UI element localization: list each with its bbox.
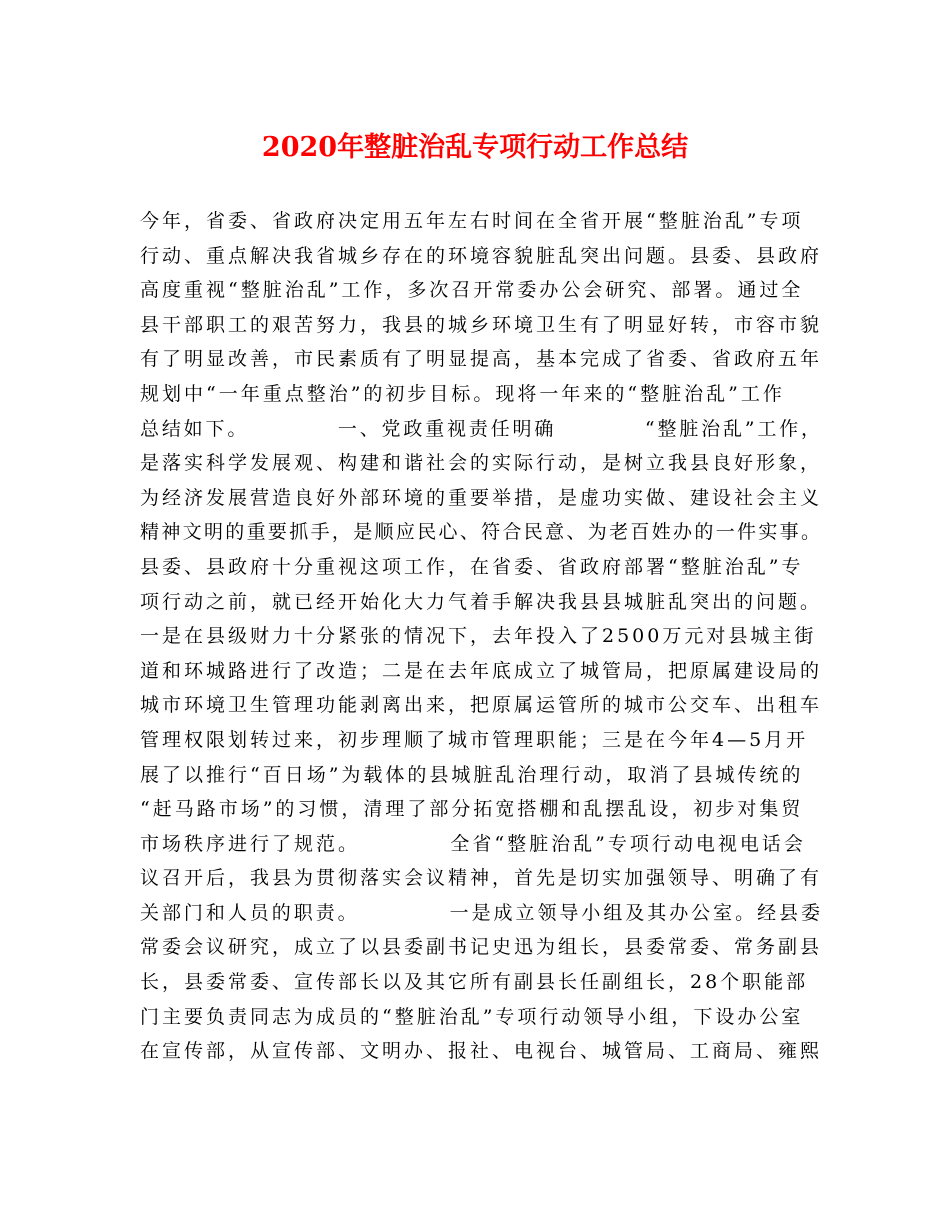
body-line: 一是在县级财力十分紧张的情况下，去年投入了2500万元对县城主街 bbox=[140, 625, 817, 648]
body-line: 市场秩序进行了规范。 全省“整脏治乱”专项行动电视电话会 bbox=[140, 832, 806, 855]
body-line: 县干部职工的艰苦努力，我县的城乡环境卫生有了明显好转，市容市貌 bbox=[140, 313, 823, 336]
body-line: 道和环城路进行了改造；二是在去年底成立了城管局，把原属建设局的 bbox=[140, 659, 823, 682]
body-line: 关部门和人员的职责。 一是成立领导小组及其办公室。经县委 bbox=[140, 901, 823, 924]
body-line: 规划中“一年重点整治”的初步目标。现将一年来的“整脏治乱”工作 bbox=[140, 382, 785, 405]
body-line: 展了以推行“百日场”为载体的县城脏乱治理行动，取消了县城传统的 bbox=[140, 763, 804, 786]
body-line: 在宣传部，从宣传部、文明办、报社、电视台、城管局、工商局、雍熙 bbox=[140, 1040, 823, 1063]
body-line: 门主要负责同志为成员的“整脏治乱”专项行动领导小组，下设办公室 bbox=[140, 1005, 804, 1028]
body-line: 是落实科学发展观、构建和谐社会的实际行动，是树立我县良好形象， bbox=[140, 452, 823, 475]
body-line: 长，县委常委、宣传部长以及其它所有副县长任副组长，28个职能部 bbox=[140, 971, 809, 994]
body-line: 议召开后，我县为贯彻落实会议精神，首先是切实加强领导、明确了有 bbox=[140, 867, 823, 890]
body-line: 精神文明的重要抓手，是顺应民心、符合民意、为老百姓办的一件实事。 bbox=[140, 521, 823, 544]
body-line: 管理权限划转过来，初步理顺了城市管理职能；三是在今年4—5月开 bbox=[140, 728, 809, 751]
body-line: 县委、县政府十分重视这项工作，在省委、省政府部署“整脏治乱”专 bbox=[140, 555, 804, 578]
document-body bbox=[140, 204, 823, 1069]
body-line: 行动、重点解决我省城乡存在的环境容貌脏乱突出问题。县委、县政府 bbox=[140, 244, 823, 267]
body-line: “赶马路市场”的习惯，清理了部分拓宽搭棚和乱摆乱设，初步对集贸 bbox=[140, 798, 804, 821]
body-line: 为经济发展营造良好外部环境的重要举措，是虚功实做、建设社会主义 bbox=[140, 486, 823, 509]
body-line: 城市环境卫生管理功能剥离出来，把原属运管所的城市公交车、出租车 bbox=[140, 694, 823, 717]
body-line: 有了明显改善，市民素质有了明显提高，基本完成了省委、省政府五年 bbox=[140, 348, 823, 371]
body-line: 总结如下。 一、党政重视责任明确 “整脏治乱”工作， bbox=[140, 417, 823, 440]
body-line: 常委会议研究，成立了以县委副书记史迅为组长，县委常委、常务副县 bbox=[140, 936, 823, 959]
body-line: 高度重视“整脏治乱”工作，多次召开常委办公会研究、部署。通过全 bbox=[140, 279, 804, 302]
body-line: 今年，省委、省政府决定用五年左右时间在全省开展“整脏治乱”专项 bbox=[140, 210, 804, 232]
body-line: 项行动之前，就已经开始化大力气着手解决我县县城脏乱突出的问题。 bbox=[140, 590, 823, 613]
document-title: 2020年整脏治乱专项行动工作总结 bbox=[261, 132, 689, 163]
